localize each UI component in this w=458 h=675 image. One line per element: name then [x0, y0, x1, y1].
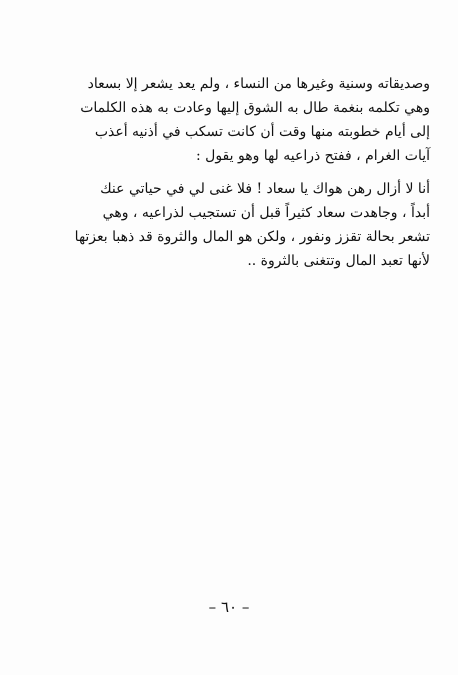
text-line: أنا لا أزال رهن هواك يا سعاد ! فلا غنى لي في حياتي عنك: [100, 181, 430, 197]
text-line: تشعر بحالة تقزز ونفور ، ولكن هو المال والثروة قد ذهبا بعزتها: [74, 229, 430, 245]
page-number: – ٦٠ –: [208, 598, 250, 616]
paragraph-1: [30, 72, 430, 168]
text-line: إلى أيام خطوبته منها وقت أن كانت تسكب في أذنيه أعذب: [94, 124, 430, 140]
paragraph-2: [30, 177, 430, 273]
text-line: وهي تكلمه بنغمة طال به الشوق إليها وعادت به هذه الكلمات: [80, 100, 430, 116]
text-line: لأنها تعبد المال وتتغنى بالثروة ..: [247, 253, 430, 269]
text-line: آيات الغرام ، ففتح ذراعيه لها وهو يقول :: [195, 148, 430, 164]
text-line: وصديقاته وسنية وغيرها من النساء ، ولم يعد يشعر إلا بسعاد: [87, 76, 430, 92]
text-line: أبداً ، وجاهدت سعاد كثيراً قبل أن تستجيب لذراعيه ، وهي: [102, 205, 430, 221]
